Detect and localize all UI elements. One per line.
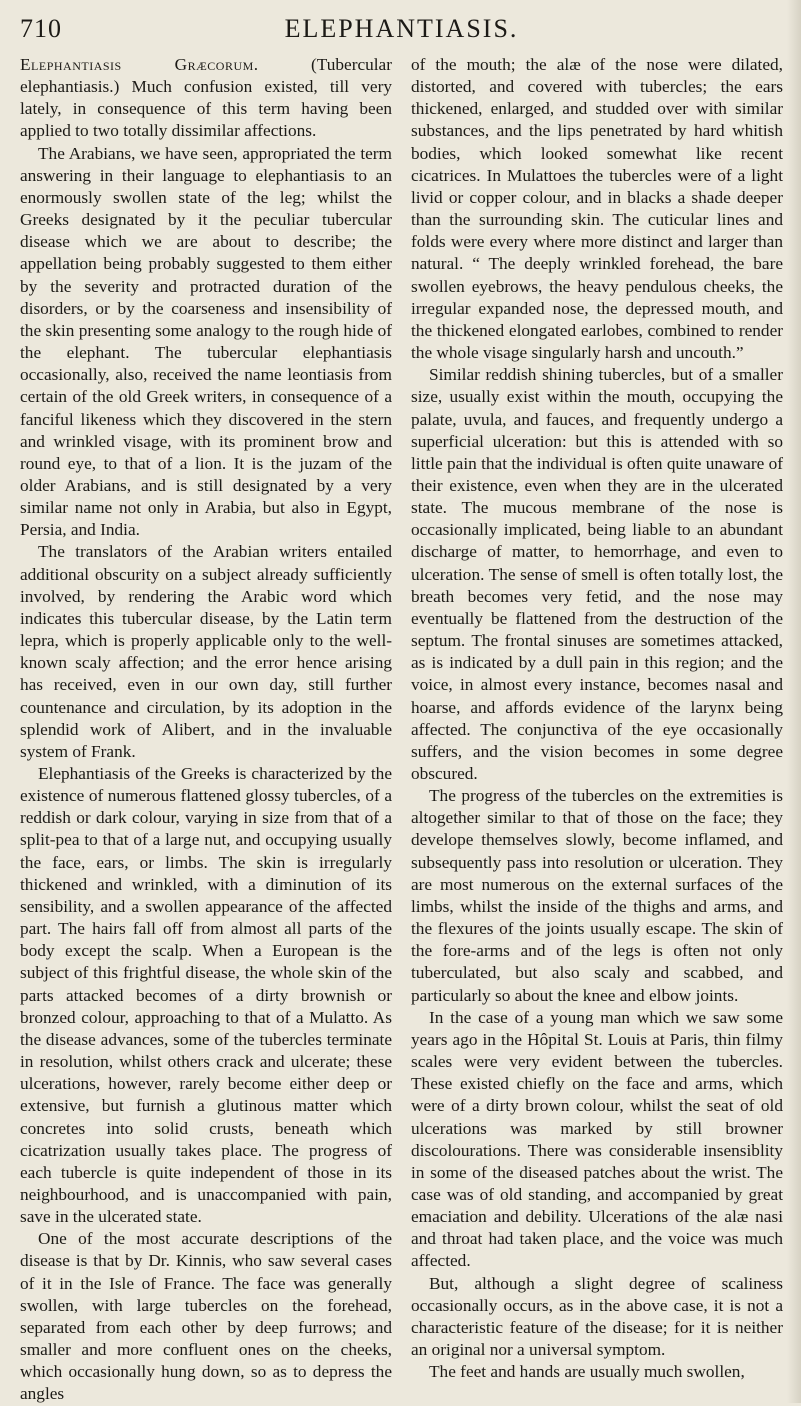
right-column <box>411 54 783 1406</box>
paragraph: One of the most accurate descriptions of the disease is that by Dr. Kinnis, who saw several cases of it in the Isle of France. The face was generally swollen, with large tubercles on the forehead, separated from each other by deep furrows; and smaller and more confluent ones on the cheeks, which occasionally hung down, so as to depress the angles <box>20 1229 392 1404</box>
paragraph: In the case of a young man which we saw some years ago in the Hôpital St. Louis at Paris, thin filmy scales were very evident between the tubercles. These existed chiefly on the face and arms, which were of a dirty brown colour, whilst the seat of old ulcerations was marked by still browner discolourations. There was considerable insensiblity in some of the diseased patches about the wrist. The case was of old standing, and accompanied by great emaciation and debility. Ulcerations of the alæ nasi and throat had taken place, and the voice was much affected. <box>411 1007 783 1271</box>
page-number: 710 <box>20 14 62 43</box>
page-edge-shadow <box>787 0 801 1403</box>
paragraph: of the mouth; the alæ of the nose were dilated, distorted, and covered with tubercles; the ears thickened, enlarged, and studded over with similar substances, and the lips penetrated by hard whitish bodies, which looked somewhat like recent cicatrices. In Mulattoes the tubercles were of a light livid or copper colour, and in blacks a shade deeper than the surrounding skin. The cuticular lines and folds were every where more distinct and larger than natural. “ The deeply wrinkled forehead, the bare swollen eyebrows, the heavy pendulous cheeks, the irregular expanded nose, the depressed mouth, and the thickened elongated earlobes, combined to render the whole visage singularly harsh and uncouth.” <box>411 55 783 363</box>
text-columns <box>20 54 783 1406</box>
paragraph: The translators of the Arabian writers entailed additional obscurity on a subject already sufficiently involved, by rendering the Arabic word which indicates this tubercular disease, by the Latin term lepra, which is properly applicable only to the well-known scaly affection; and the error hence arising has received, even in our own day, still further countenance and circulation, by its adoption in the splendid work of Alibert, and in the invaluable system of Frank. <box>20 542 392 761</box>
section-title: Elephantiasis Græcorum. <box>20 55 259 74</box>
page-header <box>20 14 783 46</box>
paragraph: Similar reddish shining tubercles, but of a smaller size, usually exist within the mouth, occupying the palate, uvula, and fauces, and frequently undergo a superficial ulceration: but this is attended with so little pain that the individual is often quite unaware of their existence, even when they are in the ulcerated state. The mucous membrane of the nose is occasionally implicated, being liable to an abundant discharge of matter, to hemorrhage, and even to ulceration. The sense of smell is often totally lost, the breath becomes very fetid, and the nose may eventually be flattened from the destruction of the septum. The frontal sinuses are sometimes attacked, as is indicated by a dull pain in this region; and the voice, in almost every instance, becomes nasal and hoarse, and affords evidence of the larynx being affected. The conjunctiva of the eye occasionally suffers, and the vision becomes in some degree obscured. <box>411 365 783 783</box>
paragraph: Elephantiasis of the Greeks is characterized by the existence of numerous flattened glossy tubercles, of a reddish or dark colour, varying in size from that of a split-pea to that of a large nut, and occupying usually the face, ears, or limbs. The skin is irregularly thickened and wrinkled, with a diminution of its sensibility, and a swollen appearance of the affected part. The hairs fall off from almost all parts of the body except the scalp. When a European is the subject of this frightful disease, the whole skin of the parts attacked becomes of a dirty brownish or bronzed colour, approaching to that of a Mulatto. As the disease advances, some of the tubercles terminate in resolution, whilst others crack and ulcerate; these ulcerations, however, rarely become either deep or extensive, but furnish a glutinous matter which concretes into solid crusts, beneath which cicatrization usually takes place. The progress of each tubercle is quite independent of those in its neighbourhood, and is unaccompanied with pain, save in the ulcerated state. <box>20 764 392 1227</box>
paragraph: But, although a slight degree of scaliness occasionally occurs, as in the above case, it is not a characteristic feature of the disease; for it is neither an original nor a universal symptom. <box>411 1273 783 1360</box>
left-column <box>20 54 392 1406</box>
paragraph-text: (Tubercular elephantiasis.) Much confusion existed, till very lately, in consequence of this term having been applied to two totally dissimilar affections. <box>20 55 392 141</box>
running-head: ELEPHANTIASIS. <box>284 14 519 43</box>
paragraph <box>20 54 392 143</box>
paragraph: The Arabians, we have seen, appropriated the term answering in their language to elephantiasis to an enormously swollen state of the leg; whilst the Greeks designated by it the peculiar tubercular disease which we are about to describe; the appellation being probably suggested to them either by the severity and protracted duration of the disorders, or by the coarseness and insensibility of the skin presenting some analogy to the rough hide of the elephant. The tubercular elephantiasis occasionally, also, received the name leontiasis from certain of the old Greek writers, in consequence of a fanciful likeness which they discovered in the stern and wrinkled visage, with its prominent brow and round eye, to that of a lion. It is the juzam of the older Arabians, and is still designated by a very similar name not only in Arabia, but also in Egypt, Persia, and India. <box>20 143 392 540</box>
paragraph: The progress of the tubercles on the extremities is altogether similar to that of those on the face; they develope themselves slowly, become inflamed, and subsequently pass into resolution or ulceration. They are most numerous on the external surfaces of the limbs, whilst the inside of the thighs and arms, and the flexures of the joints usually escape. The skin of the fore-arms and of the legs is often not only tuberculated, but also scaly and scabbed, and particularly so about the knee and elbow joints. <box>411 786 783 1005</box>
paragraph: The feet and hands are usually much swollen, <box>429 1362 745 1382</box>
